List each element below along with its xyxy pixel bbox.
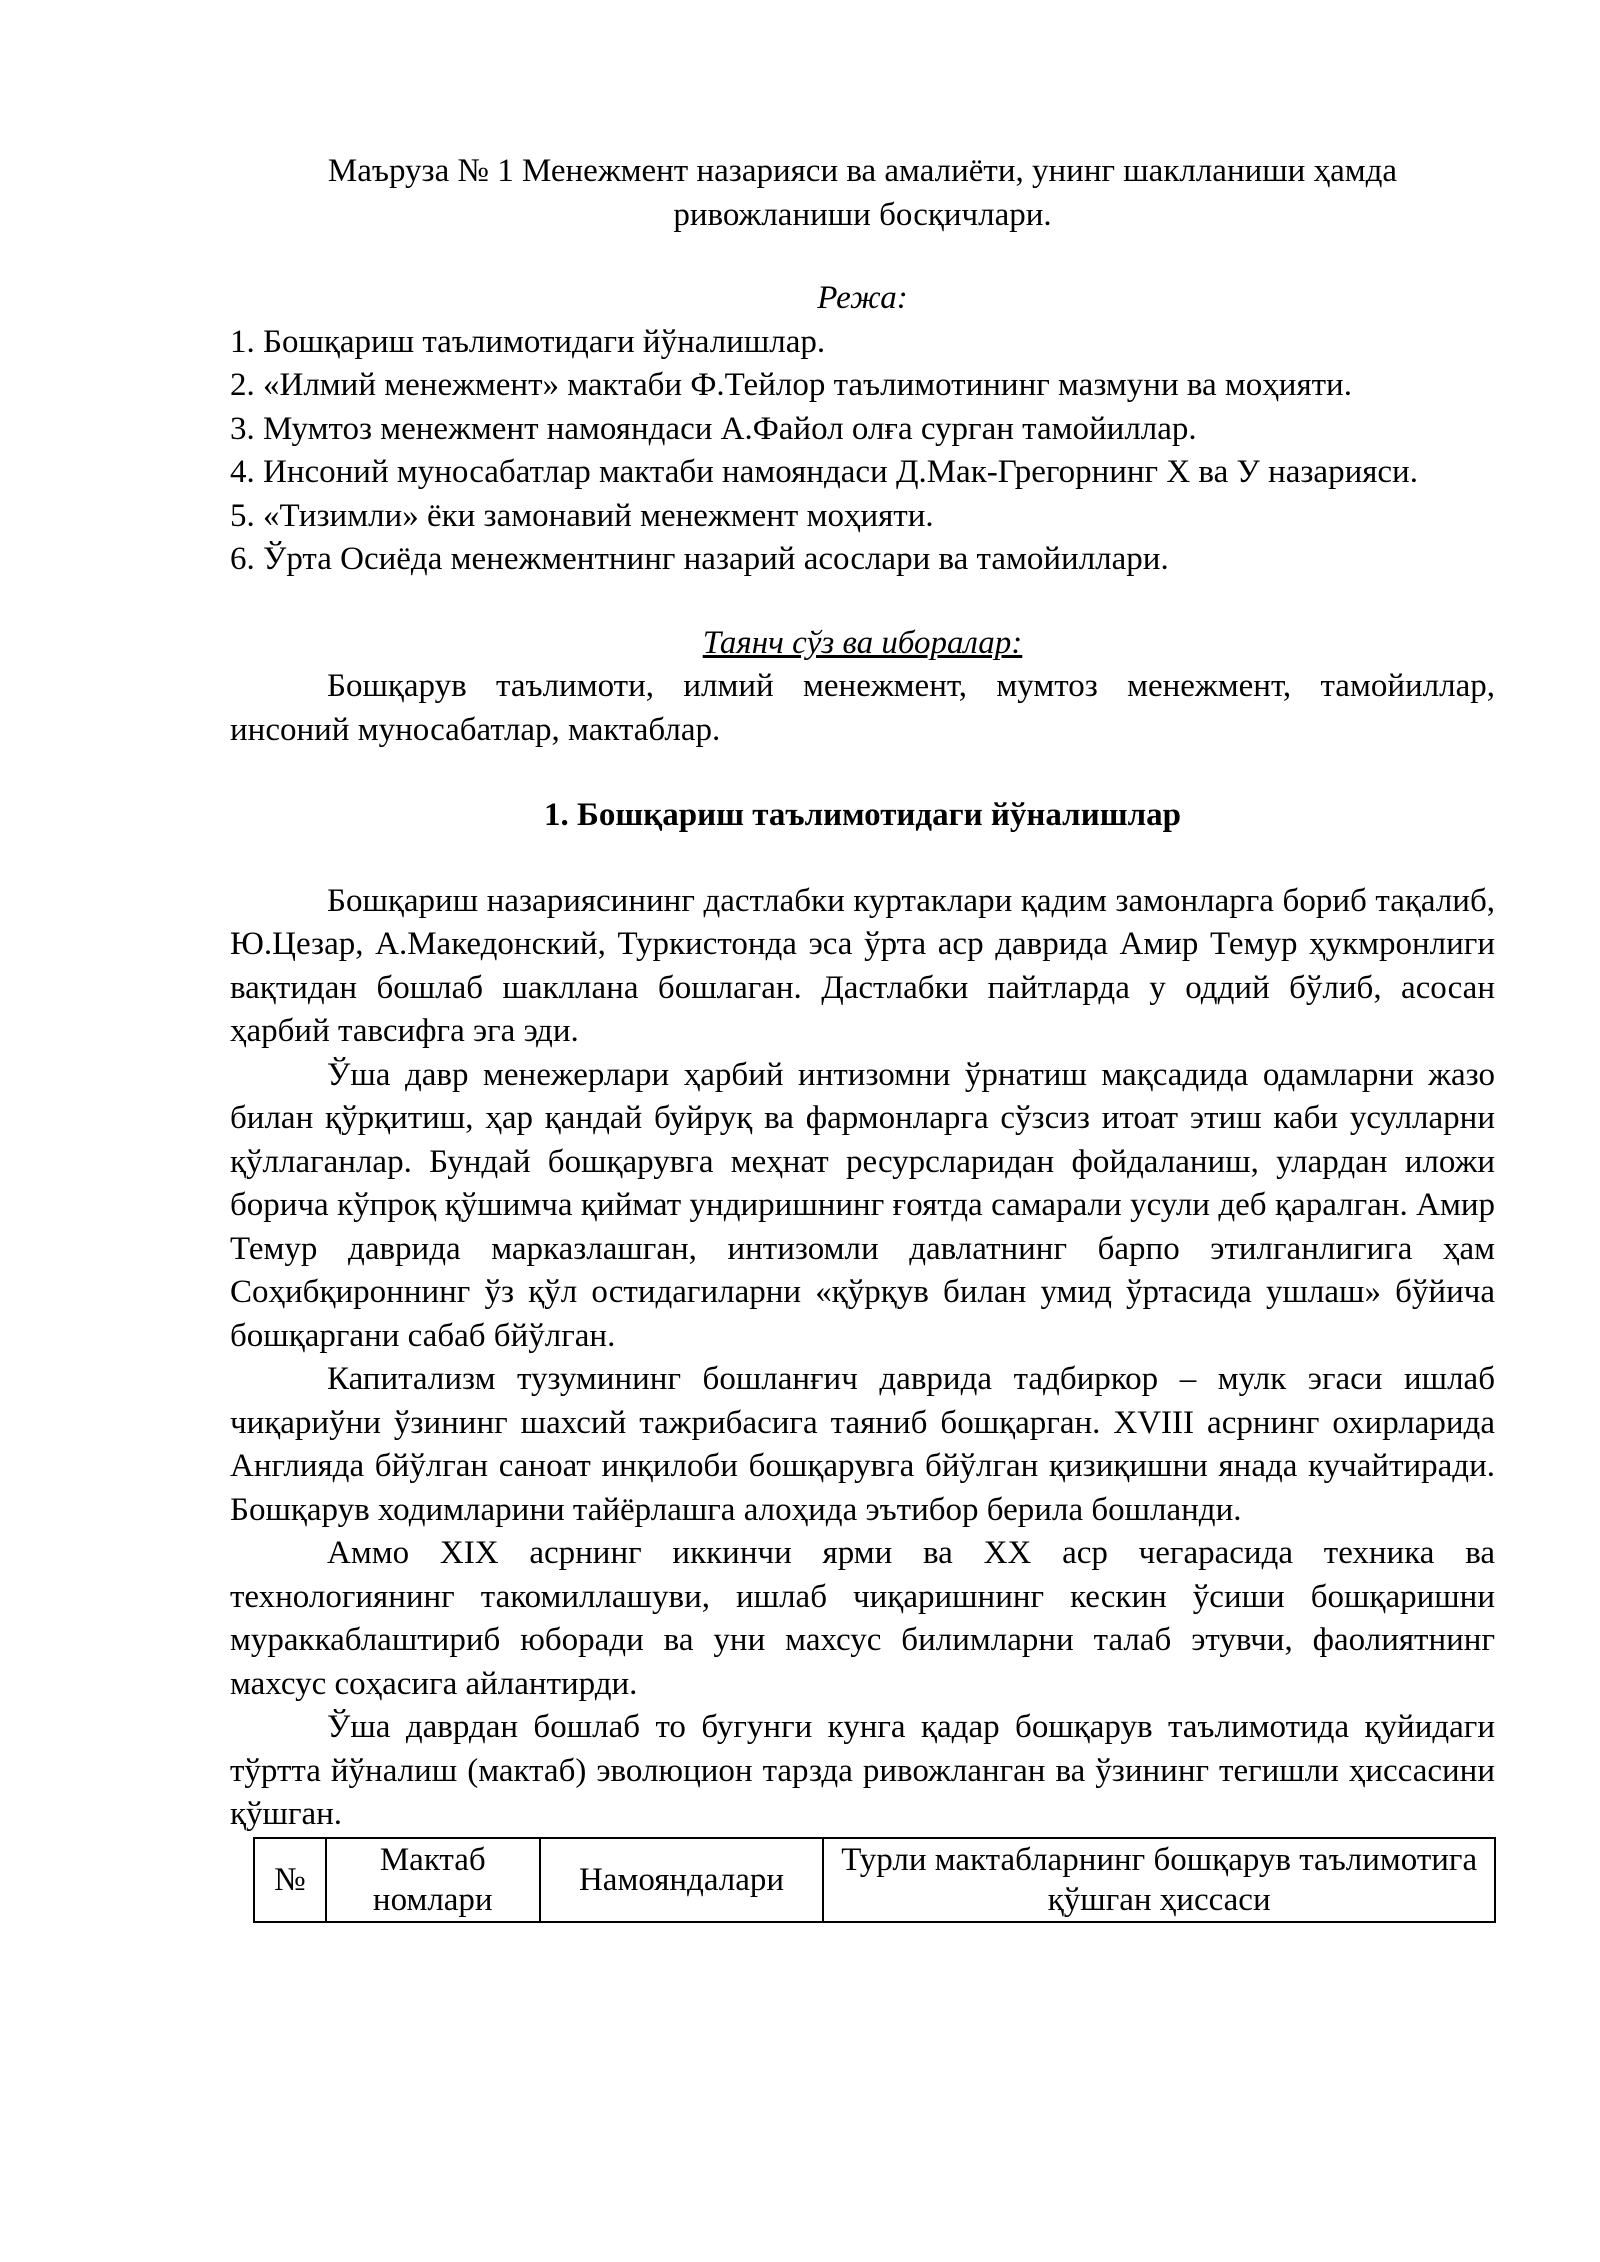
table-header-row [254, 1838, 1495, 1922]
body-paragraph: Аммо XIX асрнинг иккинчи ярми ва XX аср чегарасида техника ва технологиянинг такомиллашуви, ишлаб чиқаришнинг кескин ўсиши бошқаришни мураккаблаштириб юборади ва уни махсус билимларни талаб этувчи, фаолиятнинг махсус соҳасига айлантирди. [230, 1535, 1495, 1702]
plan-heading: Режа: [817, 280, 908, 316]
schools-table [253, 1837, 1496, 1923]
plan-item: 4. Инсоний муносабатлар мактаби намояндаси Д.Мак-Грегорнинг Х ва У назарияси. [230, 454, 1418, 490]
body-paragraph: Ўша давр менежерлари ҳарбий интизомни ўрнатиш мақсадида одамларни жазо билан қўрқитиш, ҳар қандай буйруқ ва фармонларга сўзсиз итоат этиш каби усулларни қўллаганлар. Бундай бошқарувга меҳнат ресурсларидан фойдаланиш, улардан иложи борича кўпроқ қўшимча қиймат ундиришнинг ғоятда самарали усули деб қаралган. Амир Темур даврида марказлашган, интизомли давлатнинг барпо этилганлигига ҳам Соҳибқироннинг ўз қўл остидагиларни «қўрқув билан умид ўртасида ушлаш» бўйича бошқаргани сабаб бйўлган. [230, 1056, 1495, 1354]
spacer [230, 582, 1495, 622]
plan-list [230, 321, 1495, 582]
plan-item: 6. Ўрта Осиёда менежментнинг назарий асослари ва тамойиллари. [230, 541, 1169, 577]
table-header-number: № [254, 1838, 326, 1922]
plan-item: 1. Бошқариш таълимотидаги йўналишлар. [230, 323, 826, 360]
body-paragraph: Бошқариш назариясининг дастлабки куртаклари қадим замонларга бориб тақалиб, Ю.Цезар, А.Македонский, Туркистонда эса ўрта аср даврида Амир Темур ҳукмронлиги вақтидан бошлаб шакллана бошлаган. Дастлабки пайтларда у оддий бўлиб, асосан ҳарбий тавсифга эга эди. [230, 882, 1495, 1049]
plan-item: 3. Мумтоз менежмент намояндаси А.Файол олға сурган тамойиллар. [230, 410, 1197, 447]
document-page [230, 150, 1495, 1918]
body-paragraph: Ўша даврдан бошлаб то бугунги кунга қадар бошқарув таълимотида қуйидаги тўртта йўналиш (мактаб) эволюцион тарзда ривожланган ва ўзининг тегишли ҳиссасини қўшган. [230, 1709, 1495, 1832]
body-paragraph: Капитализм тузумининг бошланғич даврида тадбиркор – мулк эгаси ишлаб чиқариўни ўзининг шахсий тажрибасига таяниб бошқарган. XVIII асрнинг охирларида Англияда бйўлган саноат инқилоби бошқарувга бйўлган қизиқишни янада кучайтиради. Бошқарув ходимларини тайёрлашга алоҳида эътибор берила бошланди. [230, 1361, 1495, 1528]
plan-item: 2. «Илмий менежмент» мактаби Ф.Тейлор таълимотининг мазмуни ва моҳияти. [230, 367, 1352, 403]
plan-item: 5. «Тизимли» ёки замонавий менежмент моҳияти. [230, 497, 934, 534]
keywords-text: Бошқарув таълимоти, илмий менежмент, мумтоз менежмент, тамойиллар, инсоний муносабатлар, мактаблар. [230, 668, 1495, 748]
spacer [230, 752, 1495, 794]
keywords-heading: Таянч сўз ва иборалар: [702, 624, 1023, 661]
spacer [230, 838, 1495, 880]
table-header-school-names: Мактаб номлари [326, 1838, 540, 1922]
spacer [230, 237, 1495, 277]
table-header-representatives: Намояндалари [540, 1838, 824, 1922]
table-header-contribution: Турли мактабларнинг бошқарув таълимотига қўшган ҳиссаси [823, 1838, 1495, 1922]
lecture-title: Маъруза № 1 Менежмент назарияси ва амалиёти, унинг шаклланиши ҳамда ривожланиши босқичлари. [327, 153, 1398, 233]
section-heading: 1. Бошқариш таълимотидаги йўналишлар [544, 797, 1181, 833]
